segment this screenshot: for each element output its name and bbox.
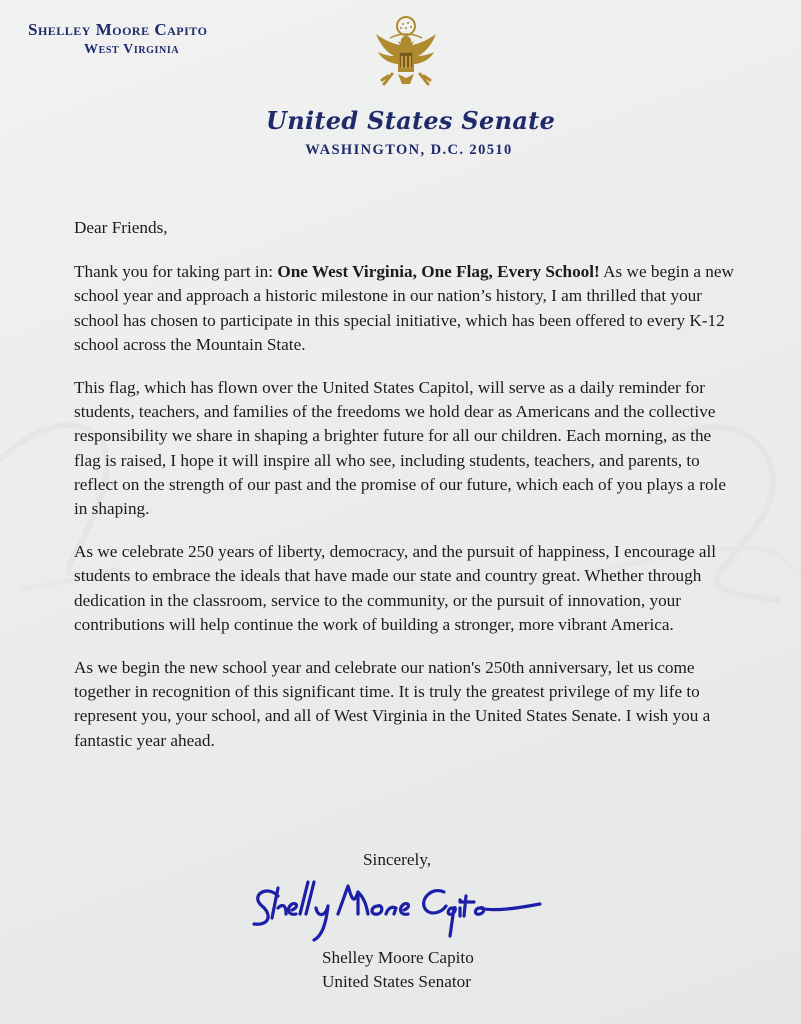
letterhead-sender-state: West Virginia [84,42,180,57]
handwritten-signature [248,874,548,950]
institution-address: WASHINGTON, D.C. 20510 [305,142,513,158]
paragraph-1-rest: As we begin a new school year and approach a historic milestone in our nation’s history, I am thrilled that your school has chosen to participate in this special initiative, which has been offered to every K-12 school across the Mountain State. [74,262,734,354]
letter-body [74,216,738,772]
paragraph-1-lead: Thank you for taking part in: [74,262,278,282]
letterhead-sender-name: Shelley Moore Capito [28,20,208,39]
valediction: Sincerely, [363,850,432,869]
paragraph-4: As we begin the new school year and celebrate our nation's 250th anniversary, let us come together in recognition of this significant time. It is truly the greatest privilege of my life to represent you, your school, and all of West Virginia in the United States Senate. I wish you a fantastic year ahead. [74,658,711,750]
paragraph-2: This flag, which has flown over the United States Capitol, will serve as a daily reminder for students, teachers, and families of the freedoms we hold dear as Americans and the collective responsibility we share in shaping a brighter future for all our children. Each morning, as the flag is raised, I hope it will inspire all who see, including students, teachers, and parents, to reflect on the strength of our past and the promise of our future, which each of you plays a role in shaping. [74,378,726,519]
paragraph-1 [74,260,738,357]
salutation: Dear Friends, [74,218,168,237]
program-name: One West Virginia, One Flag, Every School! [277,262,600,282]
institution-title: United States Senate [266,106,556,135]
paragraph-3: As we celebrate 250 years of liberty, democracy, and the pursuit of happiness, I encourage all students to embrace the ideals that have made our state and country great. Whether through dedication in the classroom, service to the community, or the pursuit of innovation, your contributions will help continue the work of building a stronger, more vibrant America. [74,542,717,634]
signer-title: United States Senator [322,972,471,991]
great-seal-eagle-icon [370,14,442,92]
signer-name: Shelley Moore Capito [322,948,474,967]
